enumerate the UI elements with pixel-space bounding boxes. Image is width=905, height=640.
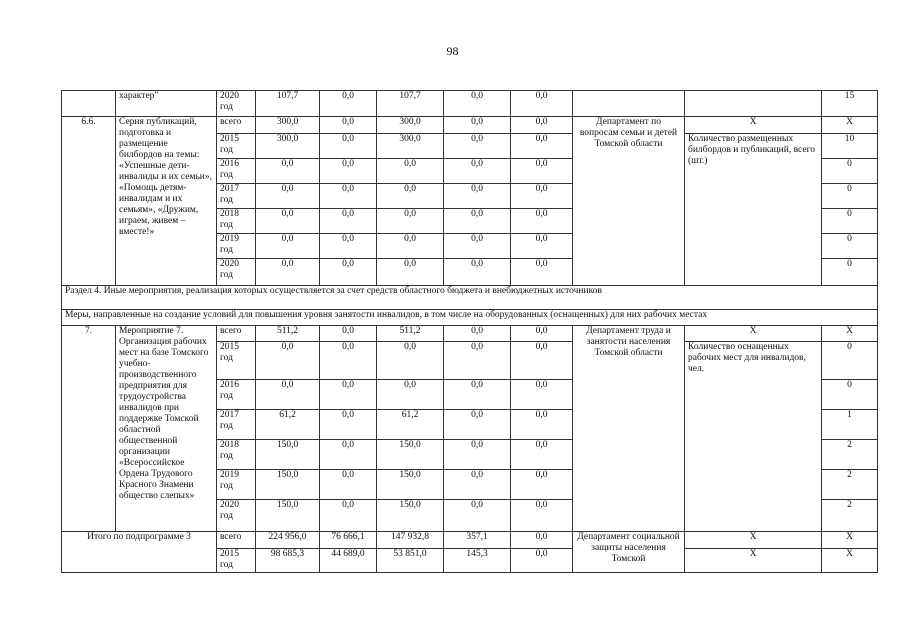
target-cell: 10 — [822, 134, 878, 159]
indicator-cell: X — [685, 326, 822, 342]
table-row — [62, 286, 878, 310]
value-cell: 0,0 — [320, 470, 377, 500]
value-cell: 300,0 — [256, 134, 320, 159]
value-cell: 0,0 — [444, 134, 511, 159]
value-cell: 0,0 — [444, 440, 511, 470]
year-cell: 2019 год — [217, 470, 256, 500]
value-cell: 0,0 — [320, 134, 377, 159]
value-cell: 150,0 — [256, 500, 320, 532]
value-cell: 0,0 — [320, 184, 377, 209]
year-cell: 2017 год — [217, 184, 256, 209]
year-cell: всего — [217, 532, 256, 549]
department-cell: Департамент по вопросам семьи и детей Томской области — [573, 117, 685, 286]
value-cell: 0,0 — [444, 91, 511, 117]
target-cell: 0 — [822, 259, 878, 286]
department-cell: Департамент социальной защиты населения Томской — [573, 532, 685, 573]
value-cell: 0,0 — [377, 259, 444, 286]
target-cell: 0 — [822, 380, 878, 410]
value-cell: 145,3 — [444, 549, 511, 573]
target-cell: X — [822, 117, 878, 134]
value-cell: 0,0 — [320, 159, 377, 184]
page-number: 98 — [446, 44, 459, 58]
value-cell: 0,0 — [320, 117, 377, 134]
target-cell: X — [822, 326, 878, 342]
year-cell: 2018 год — [217, 440, 256, 470]
target-cell: 0 — [822, 209, 878, 234]
value-cell: 0,0 — [256, 209, 320, 234]
value-cell: 0,0 — [444, 234, 511, 259]
value-cell: 0,0 — [444, 500, 511, 532]
table-row — [62, 117, 878, 134]
value-cell: 0,0 — [320, 91, 377, 117]
value-cell: 0,0 — [377, 209, 444, 234]
value-cell: 224 956,0 — [256, 532, 320, 549]
value-cell: 0,0 — [320, 500, 377, 532]
year-cell: 2016 год — [217, 380, 256, 410]
row-number: 6.6. — [62, 117, 116, 286]
table-row — [62, 326, 878, 342]
value-cell: 150,0 — [377, 470, 444, 500]
target-cell: 2 — [822, 500, 878, 532]
value-cell: 76 666,1 — [320, 532, 377, 549]
value-cell: 0,0 — [256, 159, 320, 184]
value-cell: 0,0 — [444, 380, 511, 410]
year-cell: 2017 год — [217, 410, 256, 440]
table-row — [62, 91, 878, 117]
value-cell: 0,0 — [511, 500, 573, 532]
target-cell: X — [822, 549, 878, 573]
activity-name: Мероприятие 7. Организация рабочих мест на базе Томского учебно-производственного предприятия для трудоустройства инвалидов при поддержке Томской областной общественной организации «Всероссийское Ордена Трудового Красного Знамени общество слепых» — [116, 326, 217, 532]
value-cell: 0,0 — [511, 549, 573, 573]
value-cell: 150,0 — [377, 440, 444, 470]
value-cell: 0,0 — [511, 134, 573, 159]
value-cell: 300,0 — [256, 117, 320, 134]
value-cell: 0,0 — [511, 342, 573, 380]
value-cell: 107,7 — [377, 91, 444, 117]
value-cell: 0,0 — [377, 342, 444, 380]
table-row — [62, 532, 878, 549]
year-cell: 2020 год — [217, 91, 256, 117]
value-cell: 0,0 — [320, 326, 377, 342]
value-cell: 0,0 — [256, 259, 320, 286]
value-cell: 0,0 — [444, 159, 511, 184]
value-cell: 0,0 — [377, 234, 444, 259]
value-cell: 61,2 — [256, 410, 320, 440]
value-cell: 0,0 — [444, 326, 511, 342]
value-cell: 150,0 — [256, 440, 320, 470]
target-cell: 2 — [822, 470, 878, 500]
value-cell: 150,0 — [377, 500, 444, 532]
year-cell: 2018 год — [217, 209, 256, 234]
value-cell: 0,0 — [444, 209, 511, 234]
year-cell: 2019 год — [217, 234, 256, 259]
value-cell: 0,0 — [511, 410, 573, 440]
year-cell: 2020 год — [217, 500, 256, 532]
value-cell: 147 932,8 — [377, 532, 444, 549]
target-cell: 0 — [822, 184, 878, 209]
value-cell: 0,0 — [511, 209, 573, 234]
value-cell: 0,0 — [511, 440, 573, 470]
value-cell: 0,0 — [377, 380, 444, 410]
value-cell: 0,0 — [444, 117, 511, 134]
value-cell: 0,0 — [320, 234, 377, 259]
value-cell: 0,0 — [377, 159, 444, 184]
indicator-cell: X — [685, 532, 822, 549]
value-cell: 511,2 — [256, 326, 320, 342]
total-label: Итого по подпрограмме 3 — [62, 532, 217, 573]
value-cell: 0,0 — [377, 184, 444, 209]
value-cell: 0,0 — [511, 184, 573, 209]
value-cell: 0,0 — [511, 470, 573, 500]
value-cell: 0,0 — [511, 380, 573, 410]
target-cell: 2 — [822, 440, 878, 470]
row-number: 7. — [62, 326, 116, 532]
table-row — [62, 310, 878, 326]
value-cell: 150,0 — [256, 470, 320, 500]
target-cell: 0 — [822, 234, 878, 259]
value-cell: 107,7 — [256, 91, 320, 117]
value-cell: 0,0 — [320, 440, 377, 470]
value-cell: 61,2 — [377, 410, 444, 440]
indicator-name: Количество оснащенных рабочих мест для инвалидов, чел. — [685, 342, 822, 532]
value-cell: 0,0 — [511, 91, 573, 117]
value-cell: 0,0 — [444, 410, 511, 440]
value-cell: 98 685,3 — [256, 549, 320, 573]
year-cell: всего — [217, 326, 256, 342]
value-cell: 0,0 — [444, 184, 511, 209]
value-cell: 357,1 — [444, 532, 511, 549]
year-cell: 2015 год — [217, 549, 256, 573]
value-cell: 0,0 — [511, 259, 573, 286]
year-cell: 2015 год — [217, 134, 256, 159]
value-cell: 0,0 — [511, 117, 573, 134]
year-cell: 2016 год — [217, 159, 256, 184]
measures-heading: Меры, направленные на создание условий для повышения уровня занятости инвалидов, в том числе на оборудованных (оснащенных) для них рабочих местах — [62, 310, 878, 326]
target-cell: 0 — [822, 342, 878, 380]
value-cell: 300,0 — [377, 117, 444, 134]
activity-name: Серия публикаций, подготовка и размещение билбордов на темы: «Успешные дети-инвалиды и их семьи», «Помощь детям-инвалидам и их семьям», «Дружим, играем, живем – вместе!» — [116, 117, 217, 286]
value-cell: 0,0 — [320, 342, 377, 380]
section-heading: Раздел 4. Иные мероприятия, реализация которых осуществляется за счет средств областного бюджета и внебюджетных источников — [62, 286, 878, 310]
value-cell: 0,0 — [320, 410, 377, 440]
value-cell: 0,0 — [256, 380, 320, 410]
value-cell: 0,0 — [320, 380, 377, 410]
value-cell: 0,0 — [444, 259, 511, 286]
budget-table — [61, 90, 878, 573]
activity-name: характер" — [116, 91, 217, 117]
value-cell: 0,0 — [511, 159, 573, 184]
indicator-name: Количество размещенных билбордов и публикаций, всего (шт.) — [685, 134, 822, 286]
year-cell: всего — [217, 117, 256, 134]
target-cell: 1 — [822, 410, 878, 440]
indicator-cell: X — [685, 549, 822, 573]
value-cell: 0,0 — [444, 342, 511, 380]
target-cell: 15 — [822, 91, 878, 117]
value-cell: 0,0 — [256, 234, 320, 259]
indicator-cell: X — [685, 117, 822, 134]
target-cell: 0 — [822, 159, 878, 184]
value-cell: 511,2 — [377, 326, 444, 342]
year-cell: 2015 год — [217, 342, 256, 380]
value-cell: 300,0 — [377, 134, 444, 159]
value-cell: 0,0 — [511, 326, 573, 342]
value-cell: 0,0 — [511, 532, 573, 549]
value-cell: 0,0 — [320, 259, 377, 286]
year-cell: 2020 год — [217, 259, 256, 286]
value-cell: 53 851,0 — [377, 549, 444, 573]
department-cell: Департамент труда и занятости населения Томской области — [573, 326, 685, 532]
value-cell: 0,0 — [256, 184, 320, 209]
value-cell: 0,0 — [444, 470, 511, 500]
value-cell: 0,0 — [320, 209, 377, 234]
value-cell: 0,0 — [511, 234, 573, 259]
target-cell: X — [822, 532, 878, 549]
value-cell: 44 689,0 — [320, 549, 377, 573]
value-cell: 0,0 — [256, 342, 320, 380]
